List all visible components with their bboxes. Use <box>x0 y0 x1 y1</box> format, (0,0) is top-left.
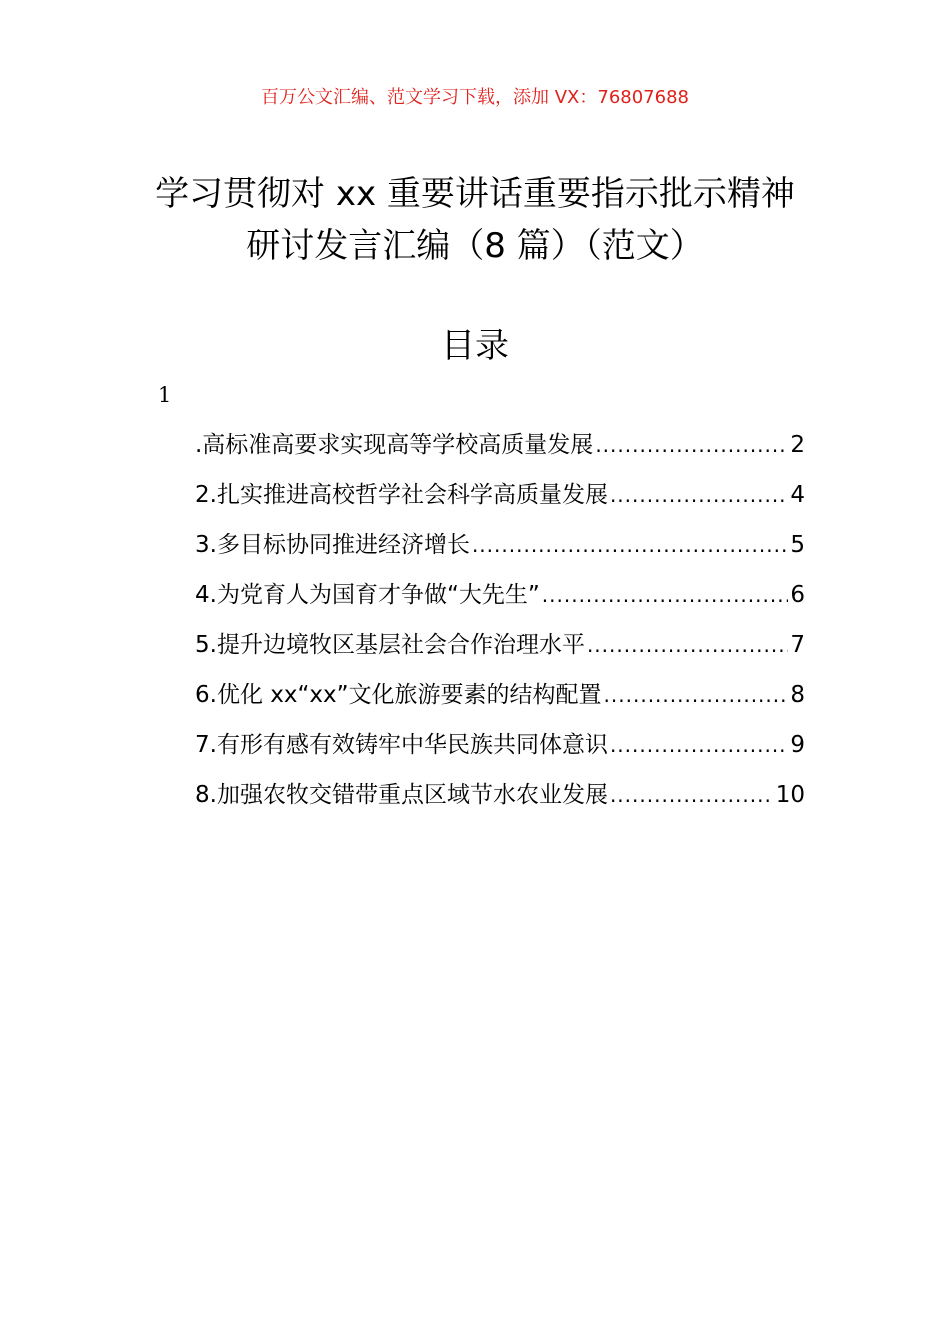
toc-entry[interactable] <box>195 776 805 826</box>
toc-entry[interactable] <box>195 526 805 576</box>
toc-dot-leader <box>587 626 788 664</box>
toc-entry-title: 8.加强农牧交错带重点区域节水农业发展 <box>195 782 608 808</box>
toc-entry[interactable] <box>195 626 805 676</box>
table-of-contents <box>195 426 805 826</box>
toc-entry-title: 3.多目标协同推进经济增长 <box>195 532 470 558</box>
toc-entry[interactable] <box>195 426 805 476</box>
toc-page-number: 10 <box>775 782 805 808</box>
toc-dot-leader <box>610 476 788 514</box>
toc-page-number: 5 <box>790 532 805 558</box>
toc-entry[interactable] <box>195 476 805 526</box>
toc-entry[interactable] <box>195 726 805 776</box>
toc-dot-leader <box>542 576 789 614</box>
toc-entry-title: .高标准高要求实现高等学校高质量发展 <box>195 432 594 458</box>
toc-entry[interactable] <box>195 576 805 626</box>
toc-page-number: 2 <box>790 432 805 458</box>
toc-page-number: 9 <box>790 732 805 758</box>
watermark-banner: 百万公文汇编、范文学习下载，添加 VX：76807688 <box>261 87 689 108</box>
document-title-line-1: 学习贯彻对 xx 重要讲话重要指示批示精神 <box>155 174 795 214</box>
toc-dot-leader <box>472 526 788 564</box>
stray-list-number: 1 <box>158 383 172 407</box>
toc-entry-title: 6.优化 xx“xx”文化旅游要素的结构配置 <box>195 682 602 708</box>
toc-entry-title: 5.提升边境牧区基层社会合作治理水平 <box>195 632 585 658</box>
document-title-line-2: 研讨发言汇编（8 篇）（范文） <box>246 226 704 266</box>
toc-dot-leader <box>604 676 789 714</box>
toc-entry-title: 7.有形有感有效铸牢中华民族共同体意识 <box>195 732 608 758</box>
toc-entry-title: 4.为党育人为国育才争做“大先生” <box>195 582 540 608</box>
toc-entry-title: 2.扎实推进高校哲学社会科学高质量发展 <box>195 482 608 508</box>
toc-heading: 目录 <box>441 326 509 366</box>
toc-dot-leader <box>610 776 774 814</box>
toc-page-number: 8 <box>790 682 805 708</box>
toc-dot-leader <box>610 726 788 764</box>
toc-entry[interactable] <box>195 676 805 726</box>
toc-page-number: 6 <box>790 582 805 608</box>
toc-page-number: 4 <box>790 482 805 508</box>
toc-page-number: 7 <box>790 632 805 658</box>
toc-dot-leader <box>595 426 788 464</box>
